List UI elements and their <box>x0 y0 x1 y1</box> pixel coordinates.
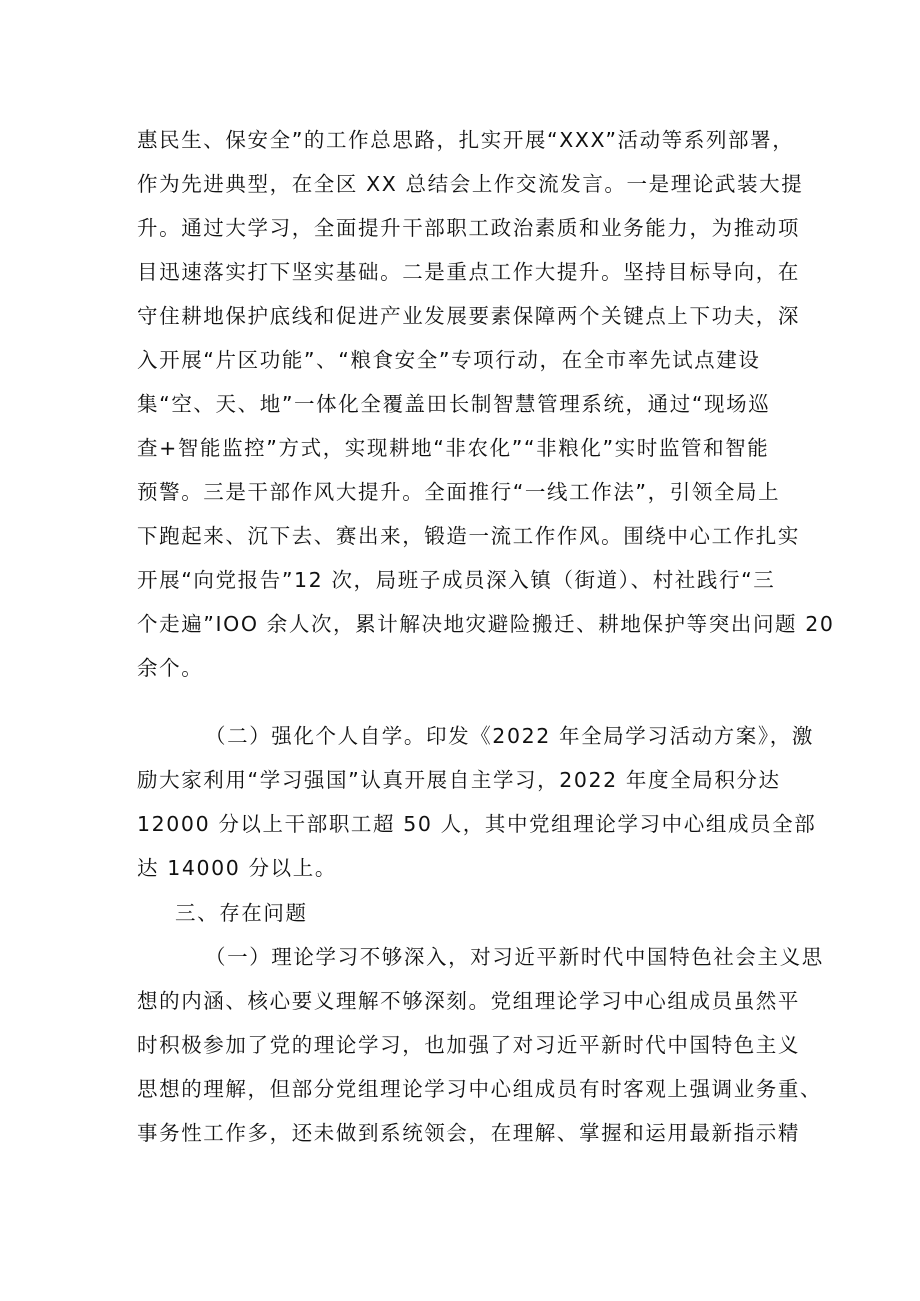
paragraph-line: 集“空、天、地”一体化全覆盖田长制智慧管理系统，通过“现场巡 <box>137 392 771 416</box>
paragraph-line: 守住耕地保护底线和促进产业发展要素保障两个关键点上下功夫，深 <box>137 304 800 328</box>
paragraph-line: 升。通过大学习，全面提升干部职工政治素质和业务能力，为推动项 <box>137 216 800 240</box>
paragraph-line: 入开展“片区功能”、“粮食安全”专项行动，在全市率先试点建设 <box>137 348 761 372</box>
paragraph-line: 查+智能监控”方式，实现耕地“非农化”“非粮化”实时监管和智能 <box>137 436 770 460</box>
paragraph-line: 余个。 <box>137 656 204 680</box>
paragraph-line: 个走遍”IOO 余人次，累计解决地灾避险搬迁、耕地保护等突出问题 20 <box>137 612 835 636</box>
paragraph-line: （一）理论学习不够深入，对习近平新时代中国特色社会主义思 <box>205 945 824 969</box>
paragraph-line: 12000 分以上干部职工超 50 人，其中党组理论学习中心组成员全部 <box>137 812 817 836</box>
paragraph-line: （二）强化个人自学。印发《2022 年全局学习活动方案》，激 <box>205 724 814 748</box>
paragraph-line: 下跑起来、沉下去、赛出来，锻造一流工作作风。围绕中心工作扎实 <box>137 524 800 548</box>
paragraph-line: 时积极参加了党的理论学习，也加强了对习近平新时代中国特色主义 <box>137 1033 800 1057</box>
paragraph-line: 惠民生、保安全”的工作总思路，扎实开展“XXX”活动等系列部署， <box>137 128 795 152</box>
section-heading: 三、存在问题 <box>175 901 308 925</box>
paragraph-line: 开展“向党报告”12 次，局班子成员深入镇（街道）、村社践行“三 <box>137 568 776 592</box>
paragraph-line: 思想的理解，但部分党组理论学习中心组成员有时客观上强调业务重、 <box>137 1077 823 1101</box>
paragraph-line: 事务性工作多，还未做到系统领会，在理解、掌握和运用最新指示精 <box>137 1121 800 1145</box>
paragraph-line: 目迅速落实打下坚实基础。二是重点工作大提升。坚持目标导向，在 <box>137 260 800 284</box>
paragraph-line: 励大家利用“学习强国”认真开展自主学习，2022 年度全局积分达 <box>137 768 781 792</box>
paragraph-line: 预警。三是干部作风大提升。全面推行“一线工作法”，引领全局上 <box>137 480 781 504</box>
paragraph-line: 达 14000 分以上。 <box>137 856 337 880</box>
paragraph-line: 作为先进典型，在全区 XX 总结会上作交流发言。一是理论武装大提 <box>137 172 804 196</box>
paragraph-line: 想的内涵、核心要义理解不够深刻。党组理论学习中心组成员虽然平 <box>137 989 800 1013</box>
